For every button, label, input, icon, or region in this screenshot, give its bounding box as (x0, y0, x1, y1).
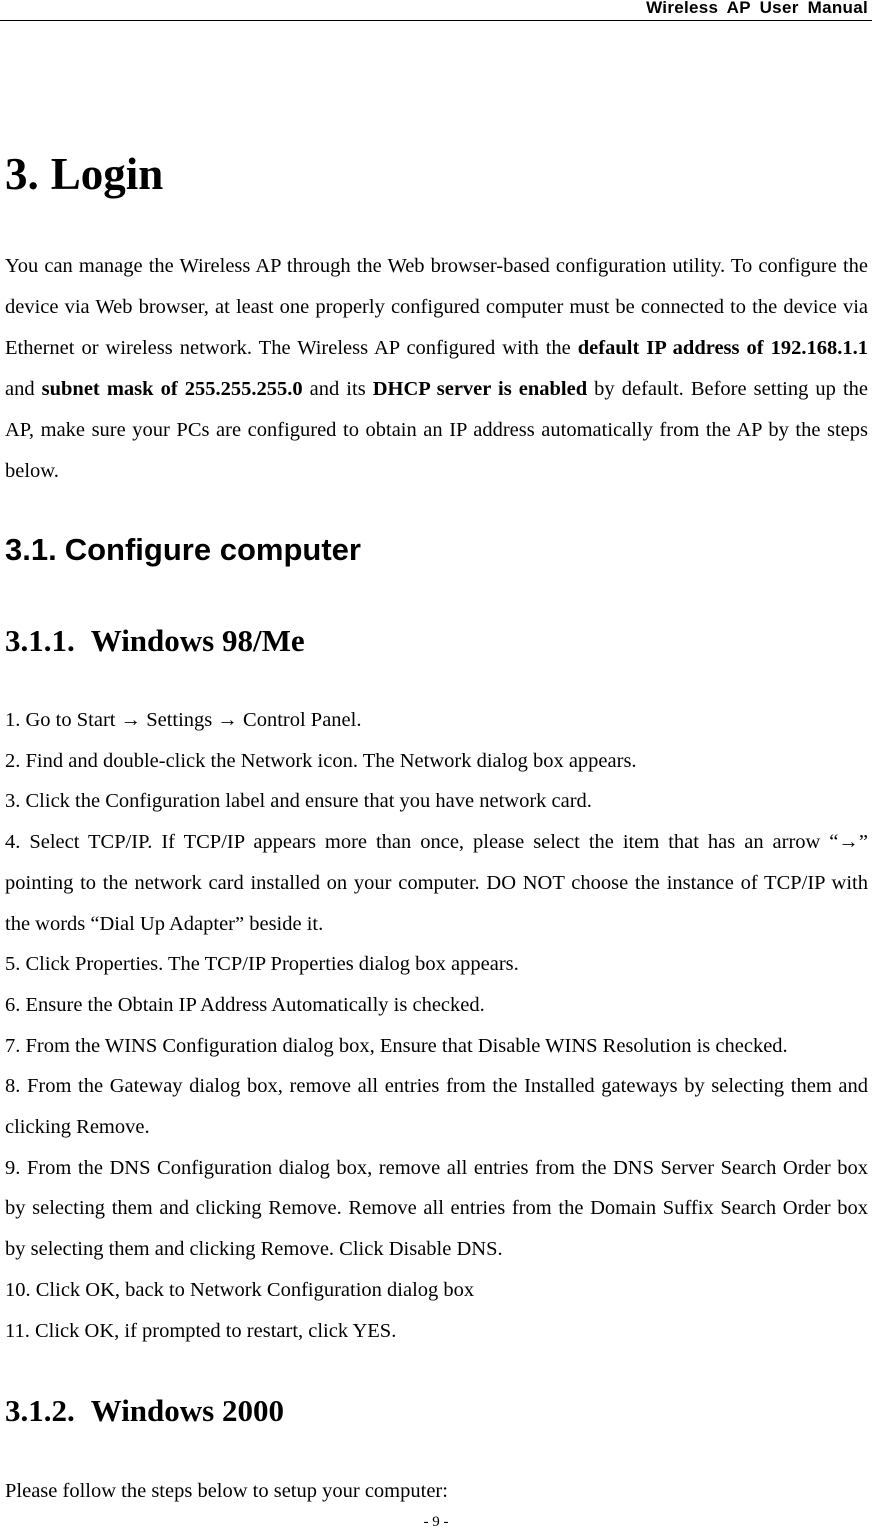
intro-bold-mask: subnet mask of 255.255.255.0 (41, 378, 303, 400)
intro-text-4: by default. Before setting up the AP, make sure your PCs are configured to obtain an IP address automatically from the AP by the steps below. (5, 378, 868, 482)
step-item: 7. From the WINS Configuration dialog box, Ensure that Disable WINS Resolution is checked. (5, 1034, 788, 1057)
section-number: 3.1. (5, 532, 57, 567)
chapter-number: 3. (5, 149, 39, 199)
section-title: Configure computer (64, 532, 361, 567)
step-item: 10. Click OK, back to Network Configuration dialog box (5, 1278, 475, 1301)
intro-text-1: You can manage the Wireless AP through the Web browser-based configuration utility. To configure the device via Web browser, at least one properly configured computer must be connected to the device via Ethernet or wireless network. The Wireless AP configured with the (5, 255, 868, 359)
running-header (0, 0, 872, 21)
intro-bold-ip: default IP address of 192.168.1.1 (577, 337, 868, 359)
manual-title: Wireless AP User Manual (646, 0, 868, 17)
step-item: 6. Ensure the Obtain IP Address Automatically is checked. (5, 993, 485, 1016)
step-item: 2. Find and double-click the Network icon. The Network dialog box appears. (5, 749, 637, 772)
subsection-number: 3.1.2. (5, 1393, 75, 1428)
subsection-title: Windows 2000 (90, 1393, 284, 1428)
intro-bold-dhcp: DHCP server is enabled (372, 378, 588, 400)
step-item: 9. From the DNS Configuration dialog box, remove all entries from the DNS Server Search Order box by selecting them and clicking Remove. Remove all entries from the Domain Suffix Search Order box by selecting them and clicking Remove. Click Disable DNS. (5, 1156, 868, 1261)
step-item: 3. Click the Configuration label and ensure that you have network card. (5, 790, 592, 813)
step-item: 1. Go to Start → Settings → Control Panel. (5, 709, 362, 731)
step-item: 4. Select TCP/IP. If TCP/IP appears more than once, please select the item that has an arrow “→” pointing to the network card installed on your computer. DO NOT choose the instance of TCP/IP with the words “Dial Up Adapter” beside it. (5, 831, 868, 935)
subsection-title: Windows 98/Me (90, 623, 305, 658)
steps-list (5, 700, 868, 1351)
subsection-number: 3.1.1. (5, 623, 75, 658)
intro-text-2: and (5, 378, 42, 400)
subsection-heading-win98 (5, 619, 305, 663)
intro-paragraph (5, 246, 868, 492)
page-number: - 9 - (423, 1514, 449, 1530)
step-item: 11. Click OK, if prompted to restart, click YES. (5, 1319, 397, 1342)
subsection-heading-win2000 (5, 1389, 284, 1433)
step-item: 8. From the Gateway dialog box, remove all entries from the Installed gateways by selecting them and clicking Remove. (5, 1075, 868, 1139)
chapter-title: Login (50, 149, 164, 199)
chapter-heading (5, 146, 163, 202)
intro-text-3: and its (302, 378, 373, 400)
section-heading (5, 528, 361, 572)
follow-steps-text: Please follow the steps below to setup your computer: (5, 1480, 448, 1502)
step-item: 5. Click Properties. The TCP/IP Properties dialog box appears. (5, 953, 519, 976)
